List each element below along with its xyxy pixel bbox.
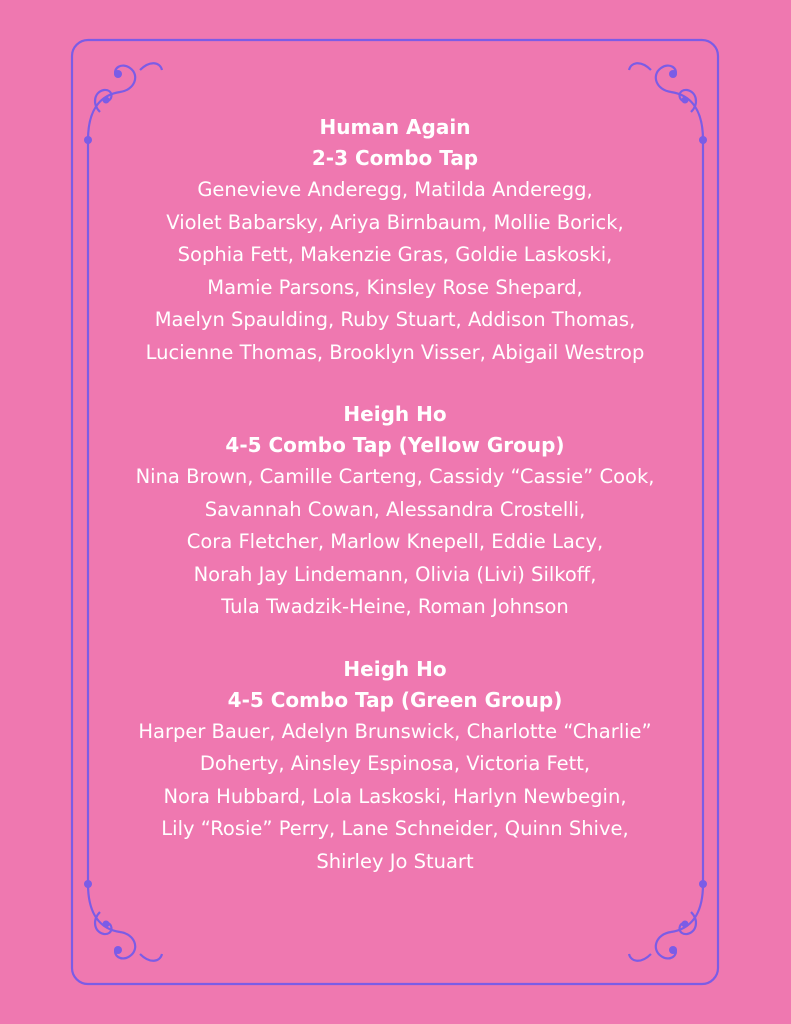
- song-title: Heigh Ho: [343, 402, 447, 426]
- song-title: Heigh Ho: [343, 656, 447, 681]
- names-line: Harper Bauer, Adelyn Brunswick, Charlotte “Charlie”: [138, 719, 652, 743]
- names-line: Violet Babarsky, Ariya Birnbaum, Mollie Borick,: [166, 210, 624, 234]
- section-human-again: [95, 112, 695, 369]
- dancer-names: [95, 461, 695, 624]
- names-line: Tula Twadzik-Heine, Roman Johnson: [221, 595, 569, 618]
- dancer-names: [95, 174, 695, 369]
- names-line: Doherty, Ainsley Espinosa, Victoria Fett,: [199, 752, 591, 775]
- names-line: Mamie Parsons, Kinsley Rose Shepard,: [207, 275, 583, 299]
- class-title: 2-3 Combo Tap: [311, 146, 479, 170]
- names-line: Savannah Cowan, Alessandra Crostelli,: [204, 497, 586, 521]
- names-line: Nina Brown, Camille Carteng, Cassidy “Cassie” Cook,: [135, 465, 655, 488]
- class-title: 4-5 Combo Tap (Yellow Group): [225, 433, 565, 457]
- section-heigh-ho-green: [95, 654, 695, 879]
- names-line: Nora Hubbard, Lola Laskoski, Harlyn Newbegin,: [163, 784, 627, 808]
- dancer-names: [95, 716, 695, 879]
- names-line: Lily “Rosie” Perry, Lane Schneider, Quinn Shive,: [161, 817, 629, 840]
- names-line: Maelyn Spaulding, Ruby Stuart, Addison Thomas,: [154, 308, 636, 331]
- class-title: 4-5 Combo Tap (Green Group): [227, 687, 563, 712]
- names-line: Cora Fletcher, Marlow Knepell, Eddie Lacy,: [186, 530, 604, 553]
- names-line: Norah Jay Lindemann, Olivia (Livi) Silkoff,: [193, 562, 597, 586]
- program-listing: [95, 112, 695, 908]
- song-title: Human Again: [319, 115, 471, 139]
- section-heigh-ho-yellow: [95, 399, 695, 624]
- names-line: Lucienne Thomas, Brooklyn Visser, Abigail Westrop: [145, 340, 645, 364]
- names-line: Sophia Fett, Makenzie Gras, Goldie Laskoski,: [177, 243, 613, 266]
- names-line: Genevieve Anderegg, Matilda Anderegg,: [197, 178, 593, 201]
- names-line: Shirley Jo Stuart: [316, 849, 474, 873]
